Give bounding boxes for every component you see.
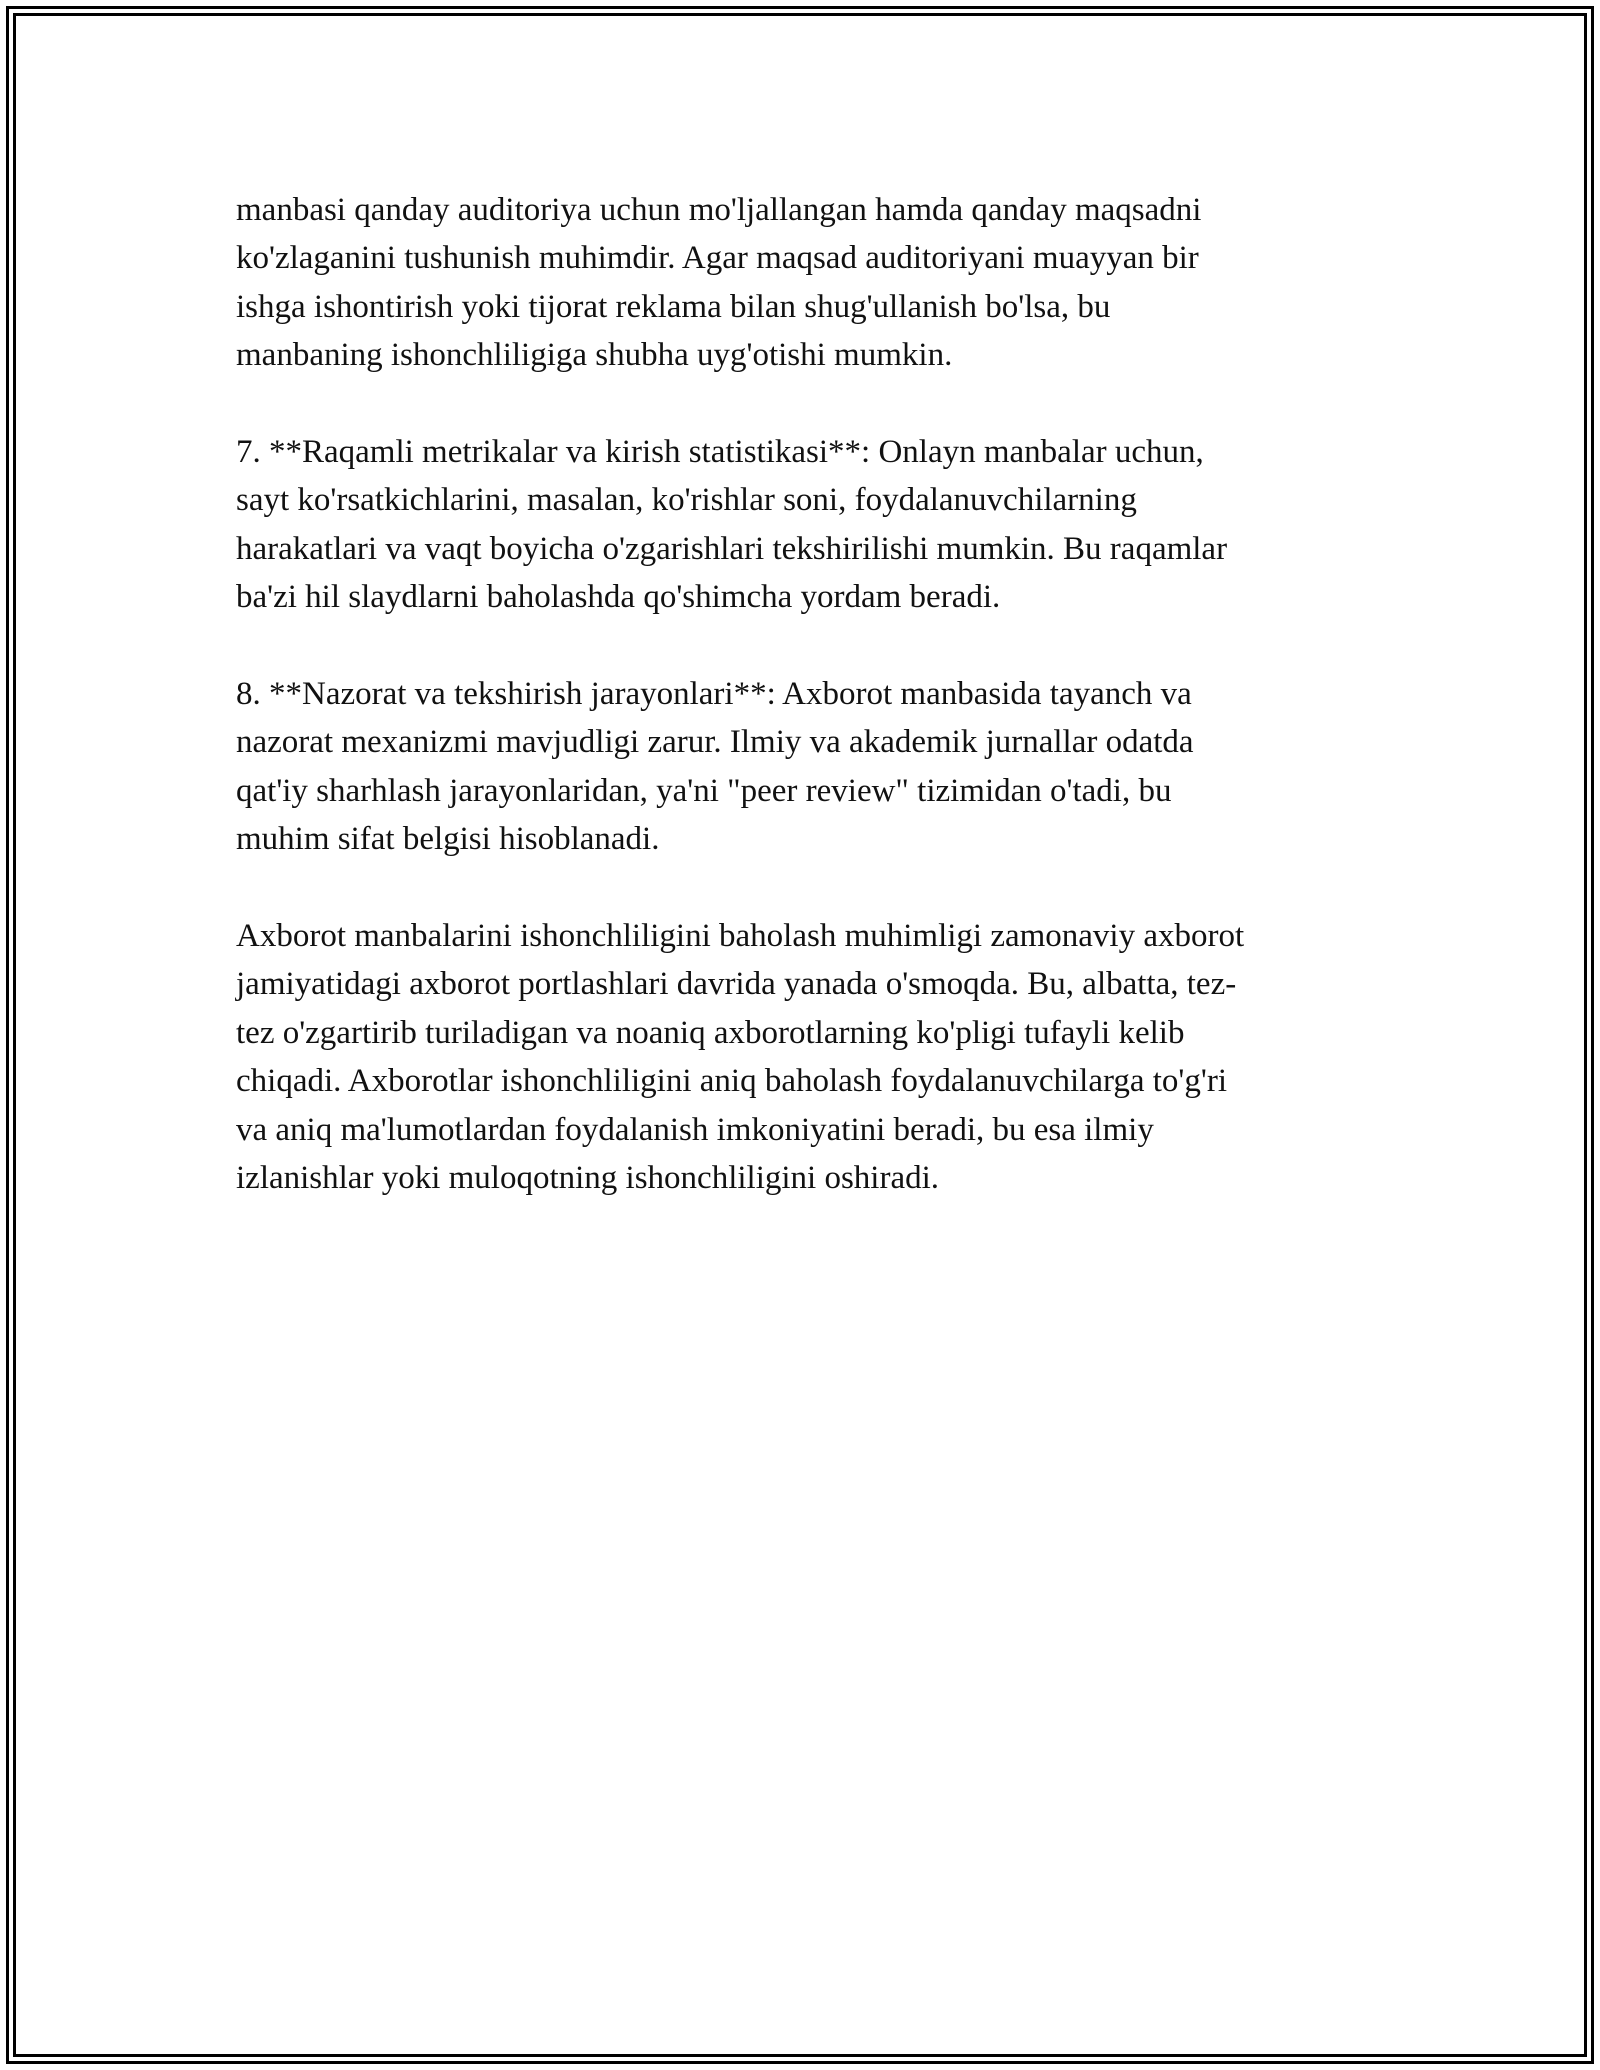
text-line: chiqadi. Axborotlar ishonchliligini aniq baholash foydalanuvchilarga to'g'ri [236,1063,1227,1100]
text-line: Axborot manbalarini ishonchliligini baholash muhimligi zamonaviy axborot [236,918,1245,955]
text-line: manbasi qanday auditoriya uchun mo'ljallangan hamda qanday maqsadni [236,192,1202,228]
paragraph-item-8 [236,670,1376,864]
text-line: ishga ishontirish yoki tijorat reklama bilan shug'ullanish bo'lsa, bu [236,288,1111,325]
text-line: nazorat mexanizmi mavjudligi zarur. Ilmiy va akademik jurnallar odatda [236,724,1194,761]
text-line: ko'zlaganini tushunish muhimdir. Agar maqsad auditoriyani muayyan bir [236,240,1199,277]
paragraph-source-purpose [236,186,1376,380]
text-line: muhim sifat belgisi hisoblanadi. [236,821,660,858]
text-line: manbaning ishonchliligiga shubha uyg'otishi mumkin. [236,337,953,374]
text-line: va aniq ma'lumotlardan foydalanish imkoniyatini beradi, bu esa ilmiy [236,1111,1154,1148]
paragraph-item-7 [236,428,1376,622]
document-body [236,186,1376,1251]
text-line: ba'zi hil slaydlarni baholashda qo'shimcha yordam beradi. [236,579,1001,616]
text-line: jamiyatidagi axborot portlashlari davrida yanada o'smoqda. Bu, albatta, tez- [236,966,1237,1003]
text-line: harakatlari va vaqt boyicha o'zgarishlari tekshirilishi mumkin. Bu raqamlar [236,530,1228,567]
paragraph-conclusion [236,912,1376,1202]
text-line: 7. **Raqamli metrikalar va kirish statistikasi**: Onlayn manbalar uchun, [236,434,1204,471]
text-line: tez o'zgartirib turiladigan va noaniq axborotlarning ko'pligi tufayli kelib [236,1014,1185,1051]
text-line: izlanishlar yoki muloqotning ishonchliligini oshiradi. [236,1160,940,1197]
text-line: sayt ko'rsatkichlarini, masalan, ko'rishlar soni, foydalanuvchilarning [236,482,1137,519]
text-line: 8. **Nazorat va tekshirish jarayonlari**: Axborot manbasida tayanch va [236,676,1192,713]
text-line: qat'iy sharhlash jarayonlaridan, ya'ni "peer review" tizimidan o'tadi, bu [236,772,1172,809]
